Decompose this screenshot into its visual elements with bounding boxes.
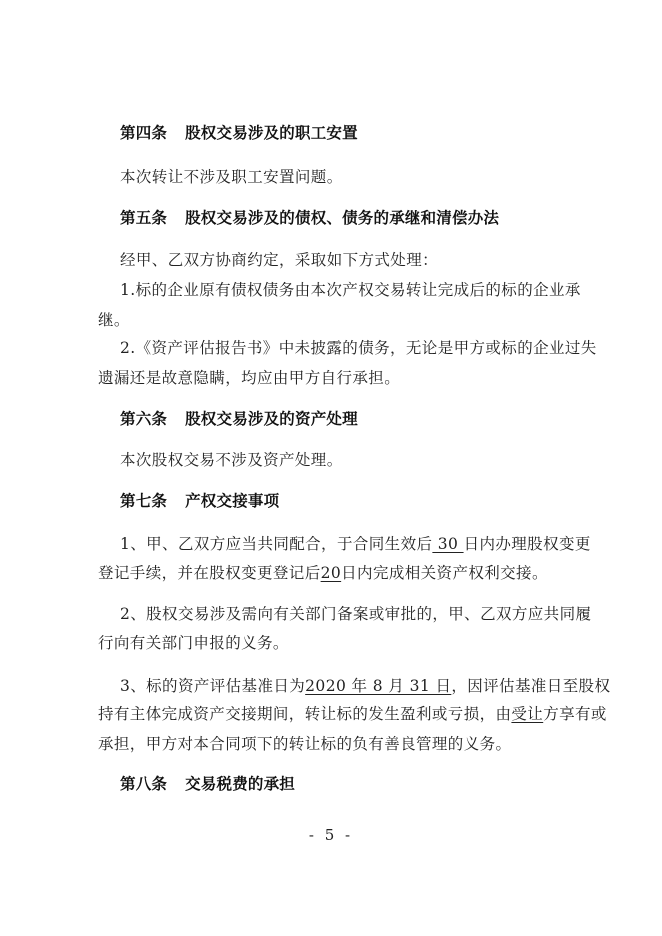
article-title: 股权交易涉及的债权、债务的承继和清偿办法: [185, 209, 500, 227]
article-7-para-1: [120, 534, 591, 554]
text: 登记手续，并在股权变更登记后: [98, 564, 321, 582]
text: 方享有或: [543, 705, 607, 723]
article-number: 第五条: [120, 209, 168, 227]
article-4-heading: [120, 123, 358, 143]
article-7-para-3-cont: [98, 704, 607, 724]
article-number: 第八条: [120, 775, 168, 793]
article-5-intro: 经甲、乙双方协商约定，采取如下方式处理：: [120, 251, 439, 269]
article-7-para-3: [120, 676, 610, 696]
article-5-heading: [120, 208, 499, 228]
underlined-days: 20: [320, 564, 342, 582]
underlined-party: 受让: [511, 705, 544, 723]
article-8-heading: [120, 774, 295, 794]
article-7-para-2-cont: 行向有关部门申报的义务。: [98, 634, 289, 652]
article-6-body: 本次股权交易不涉及资产处理。: [120, 451, 343, 469]
article-7-para-1-cont: [98, 563, 548, 583]
article-4-body: 本次转让不涉及职工安置问题。: [120, 168, 343, 186]
underlined-date: 2020 年 8 月 31 日: [305, 677, 452, 695]
article-title: 股权交易涉及的资产处理: [185, 410, 358, 428]
article-5-item-1: 1.标的企业原有债权债务由本次产权交易转让完成后的标的企业承: [120, 281, 581, 299]
text: ，因评估基准日至股权: [451, 677, 611, 695]
underlined-days: 30: [432, 535, 464, 553]
text: 日内完成相关资产权利交接。: [341, 564, 548, 582]
text: 持有主体完成资产交接期间，转让标的发生盈利或亏损，由: [98, 705, 512, 723]
article-title: 股权交易涉及的职工安置: [185, 124, 358, 142]
article-6-heading: [120, 409, 358, 429]
article-number: 第七条: [120, 492, 168, 510]
text: 1、甲、乙双方应当共同配合，于合同生效后: [120, 535, 433, 553]
article-7-para-3-cont2: 承担，甲方对本合同项下的转让标的负有善良管理的义务。: [98, 735, 512, 753]
text: 3、标的资产评估基准日为: [120, 677, 306, 695]
text: 日内办理股权变更: [463, 535, 591, 553]
article-5-item-2-cont: 遗漏还是故意隐瞒，均应由甲方自行承担。: [98, 369, 401, 387]
article-number: 第六条: [120, 410, 168, 428]
article-title: 产权交接事项: [185, 492, 280, 510]
article-7-para-2: 2、股权交易涉及需向有关部门备案或审批的，甲、乙双方应共同履: [120, 605, 592, 623]
page-number: - 5 -: [308, 826, 354, 844]
article-number: 第四条: [120, 124, 168, 142]
article-5-item-2: 2.《资产评估报告书》中未披露的债务，无论是甲方或标的企业过失: [120, 339, 597, 357]
article-7-heading: [120, 491, 279, 511]
article-5-item-1-cont: 继。: [98, 311, 130, 329]
article-title: 交易税费的承担: [185, 775, 296, 793]
